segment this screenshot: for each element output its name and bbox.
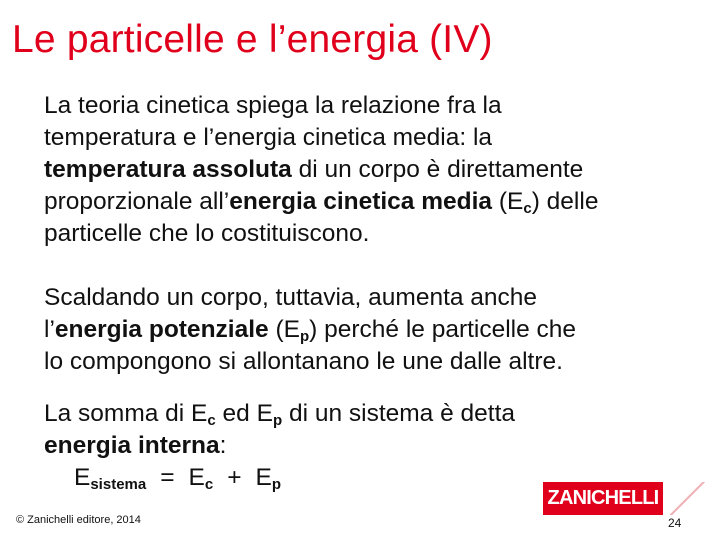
publisher-logo: ZANICHELLI xyxy=(543,482,663,515)
subscript-c: c xyxy=(523,200,532,217)
formula-lhs: E xyxy=(74,464,91,491)
subscript-p: p xyxy=(272,412,283,429)
slide-title: Le particelle e l’energia (IV) xyxy=(12,18,493,61)
formula-equals: = xyxy=(160,464,175,491)
subscript-p: p xyxy=(299,328,310,345)
paragraph-potential-energy: Scaldando un corpo, tuttavia, aumenta anche l’energia potenziale $(E_p)$ perché le particelle che lo compongono si allontanano le une dalle altre. xyxy=(44,284,577,375)
formula-plus: + xyxy=(227,464,242,491)
page-number: 24 xyxy=(668,516,682,530)
term-potential-energy: energia potenziale xyxy=(54,316,269,343)
term-mean-kinetic-energy: energia cinetica media xyxy=(229,188,493,215)
formula-lhs-subscript: sistema xyxy=(90,476,147,493)
formula-term-2: E xyxy=(255,464,272,491)
paragraph-kinetic-energy: La teoria cinetica spiega la relazione fra la temperatura e l’energia cinetica media: la temperatura assoluta di un corpo è direttamente proporzionale all’energia cinetica media $(E_c)$ delle particelle che lo costituiscono. xyxy=(44,92,599,247)
footer-decoration xyxy=(668,482,720,515)
formula-term-1-subscript: c xyxy=(204,476,214,493)
term-internal-energy: energia interna xyxy=(44,432,220,459)
paragraph-internal-energy: La somma di $E_c$ ed $E_p$ di un sistema è detta energia interna: xyxy=(44,400,516,459)
internal-energy-formula xyxy=(74,462,281,494)
term-absolute-temperature: temperatura assoluta xyxy=(44,156,292,183)
copyright-notice: © Zanichelli editore, 2014 xyxy=(16,514,141,526)
formula-term-2-subscript: p xyxy=(271,476,282,493)
subscript-c: c xyxy=(207,412,216,429)
formula-term-1: E xyxy=(188,464,205,491)
